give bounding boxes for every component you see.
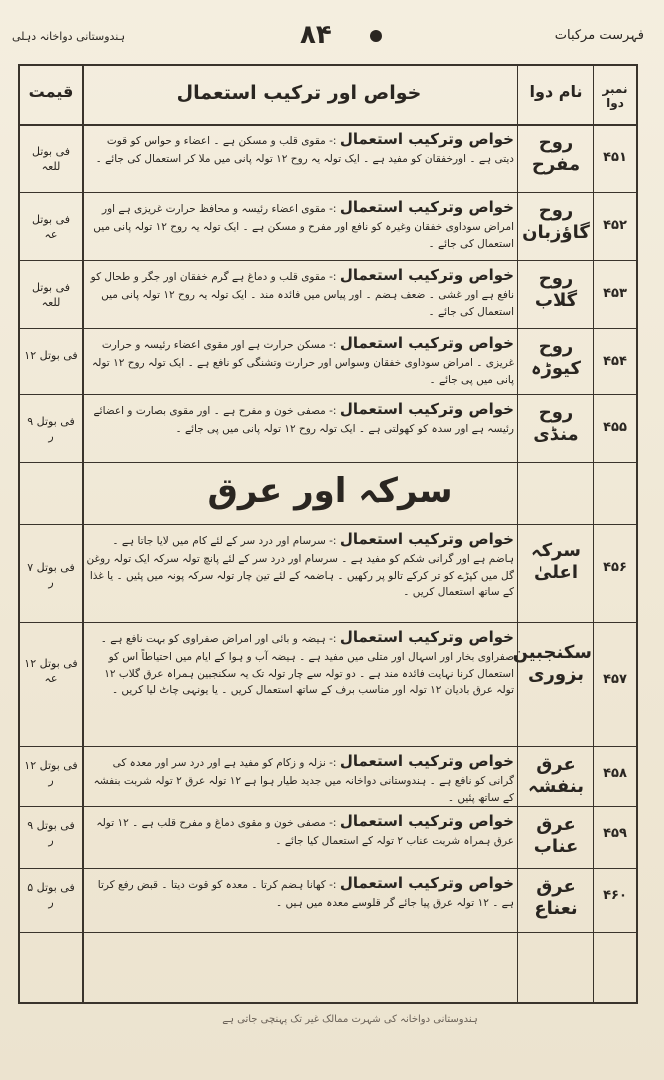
- usage-body: :- نزلہ و زکام کو مفید ہے اور درد سر اور معدہ کی گرانی کو نافع ہے ۔ ہندوستانی دواخانہ میں جدید طیار ہوا ہے ۱۲ تولہ عرق ۲ تولہ شربت بنفشہ کے ساتھ پئیں ۔: [93, 757, 514, 804]
- page-number: ۸۴: [300, 20, 332, 50]
- usage-lead: خواص وترکیب استعمال: [339, 752, 514, 770]
- usage-lead: خواص وترکیب استعمال: [339, 334, 514, 352]
- page-header: [0, 18, 664, 60]
- usage-lead: خواص وترکیب استعمال: [339, 628, 514, 646]
- table-row: [20, 746, 636, 807]
- usage-body: :- کھانا ہضم کرتا ۔ معدہ کو قوت دیتا ۔ قبض رفع کرتا ہے ۔ ۱۲ تولہ عرق پیا جائے گر قلوسے معدہ میں ہیں ۔: [97, 879, 514, 910]
- usage-text: [84, 332, 514, 388]
- usage-text: [84, 750, 514, 806]
- price: فی بوتل ۱۲ ر: [24, 759, 78, 788]
- price: فی بوتل ۷ ر: [27, 561, 75, 590]
- usage-body: :- مقوی اعضاء رئیسہ و محافظ حرارت غریزی ہے اور امراض سوداوی خفقان وغیرہ کو نافع اور مفرح و مسکن ہے ۔ ایک تولہ یہ روح ۱۲ تولہ پانی میں استعمال کی جائے ۔: [93, 203, 514, 250]
- usage-text: [84, 398, 514, 438]
- usage-body: :- مقوی قلب و مسکن ہے ۔ اعضاء و حواس کو قوت دیتی ہے ۔ اورخفقان کو مفید ہے ۔ ایک تولہ یہ روح ۱۲ تولہ پانی میں ملا کر استعمال کی جائے ۔: [95, 135, 514, 166]
- medicine-name: سرکہ اعلیٰ: [531, 540, 581, 583]
- header-name: نام دوا: [529, 82, 583, 101]
- medicine-name: عرق بنفشہ: [528, 754, 584, 797]
- table-row: [20, 260, 636, 329]
- medicine-name: سکنجبین بزوری: [512, 642, 592, 685]
- header-price: قیمت: [28, 82, 74, 101]
- section-heading-row: [20, 462, 636, 525]
- usage-lead: خواص وترکیب استعمال: [339, 266, 514, 284]
- usage-body: :- سرسام اور درد سر کے لئے کام میں لایا جاتا ہے ۔ ہاضم ہے اور گرانی شکم کو مفید ہے ۔ سرسام اور درد سر کے لئے پانچ تولہ سرکہ ایک تولہ روغن گل میں کپڑے کو تر کرکے تالو پر رکھیں ۔ ہاضمہ کے لئے تین چار تولہ سرکہ پونہ میں پئیں ۔ یا غذا کے ساتھ استعمال کریں ۔: [86, 535, 514, 598]
- usage-lead: خواص وترکیب استعمال: [339, 874, 514, 892]
- table-row: [20, 524, 636, 623]
- usage-body: :- مصفی خون و مفرح ہے ۔ اور مقوی بصارت و اعضائے رئیسہ ہے اور سدہ کو کھولتی ہے ۔ ایک تولہ روح ۱۲ تولہ پانی میں پی جائے ۔: [93, 405, 514, 436]
- usage-text: [84, 810, 514, 850]
- price: فی بوتل للعہ: [31, 281, 71, 310]
- usage-lead: خواص وترکیب استعمال: [339, 130, 514, 148]
- medicine-number: ۴۵۸: [603, 766, 627, 781]
- usage-body: :- ہیضہ و بائی اور امراض صفراوی کو بہت نافع ہے ۔ صفراوی بخار اور اسہال اور متلی میں مفید ہے ۔ ہیضہ آب و ہوا کے ایام میں احتیاطاً اس کو استعمال کرنا نہایت فائدہ مند ہے ۔ دو تولہ سے چار تولہ تک یہ سکنجبین ہمراہ عرق گلاب ۱۲ تولہ عرق بادیان ۱۲ تولہ اور مناسب برف کے ساتھ استعمال کریں ۔ یا یونہی چاٹ لیا کریں ۔: [100, 633, 514, 696]
- medicine-name: روح مفرح: [531, 132, 581, 175]
- medicine-number: ۴۵۵: [603, 420, 627, 435]
- price: فی بوتل ۱۲ عہ: [24, 657, 78, 686]
- medicine-number: ۴۵۱: [603, 150, 627, 165]
- usage-body: :- مقوی قلب و دماغ ہے گرم خفقان اور جگر و طحال کو نافع ہے اور غشی ۔ ضعف ہضم ۔ اور پیاس میں فائدہ مند ۔ ایک تولہ یہ روح ۱۲ تولہ پانی میں استعمال کی جائے ۔: [90, 271, 514, 318]
- usage-lead: خواص وترکیب استعمال: [339, 530, 514, 548]
- usage-text: [84, 872, 514, 912]
- medicine-number: ۴۵۶: [603, 560, 627, 575]
- table-row: [20, 806, 636, 869]
- usage-text: [84, 128, 514, 168]
- medicine-number: ۴۵۴: [603, 354, 627, 369]
- table-row: [20, 622, 636, 747]
- price: فی بوتل عہ: [31, 213, 71, 242]
- medicine-name: روح گاؤزبان: [522, 200, 590, 243]
- price: فی بوتل ۱۲: [24, 349, 78, 362]
- usage-lead: خواص وترکیب استعمال: [339, 400, 514, 418]
- medicine-name: روح گلاب: [534, 268, 578, 311]
- header-usage: خواص اور ترکیب استعمال: [176, 82, 422, 104]
- section-title: سرکہ اور عرق: [207, 471, 453, 511]
- price: فی بوتل ۵ ر: [27, 881, 75, 910]
- usage-text: [84, 626, 514, 698]
- medicine-number: ۴۵۷: [603, 672, 627, 687]
- table-row: [20, 124, 636, 193]
- price: فی بوتل ۹ ر: [27, 819, 75, 848]
- usage-lead: خواص وترکیب استعمال: [339, 198, 514, 216]
- table-row: [20, 192, 636, 261]
- table-row: [20, 868, 636, 933]
- medicine-number: ۴۶۰: [603, 888, 627, 903]
- usage-body: :- مسکن حرارت ہے اور مقوی اعضاء رئیسہ و حرارت غریزی ۔ امراض سوداوی خفقان وسواس اور حرارت وتشنگی کو نافع ہے ۔ ایک تولہ روح ۱۲ تولہ پانی میں پی جائے ۔: [92, 339, 514, 386]
- medicine-number: ۴۵۳: [603, 286, 627, 301]
- medicine-name: عرق نعناع: [534, 876, 578, 919]
- footer-stamp: ہندوستانی دواخانہ کی شہرت ممالک غیر تک پہنچی جاتی ہے: [222, 1014, 478, 1025]
- table-row: [20, 328, 636, 395]
- header-number: نمبر دوا: [602, 82, 628, 110]
- medicine-number: ۴۵۹: [603, 826, 627, 841]
- usage-text: [84, 528, 514, 600]
- table-row: [20, 394, 636, 463]
- header-publisher: ہندوستانی دواخانہ دہلی: [12, 30, 126, 43]
- ink-dot: [370, 30, 382, 42]
- price: فی بوتل للعہ: [31, 145, 71, 174]
- medicine-number: ۴۵۲: [603, 218, 627, 233]
- usage-text: [84, 196, 514, 252]
- price: فی بوتل ۹ ر: [27, 415, 75, 444]
- usage-text: [84, 264, 514, 320]
- usage-lead: خواص وترکیب استعمال: [339, 812, 514, 830]
- medicine-name: روح منڈی: [533, 402, 579, 445]
- medicine-name: روح کیوڑہ: [530, 336, 581, 379]
- usage-body: :- مصفی خون و مقوی دماغ و مفرح قلب ہے ۔ ۱۲ تولہ عرق ہمراہ شربت عناب ۲ تولہ کے استعمال کیا جائے ۔: [96, 817, 514, 848]
- medicine-table: [18, 64, 638, 1004]
- header-section-title: فہرست مرکبات: [554, 28, 644, 43]
- table-header-row: [20, 66, 636, 126]
- medicine-name: عرق عناب: [533, 814, 579, 857]
